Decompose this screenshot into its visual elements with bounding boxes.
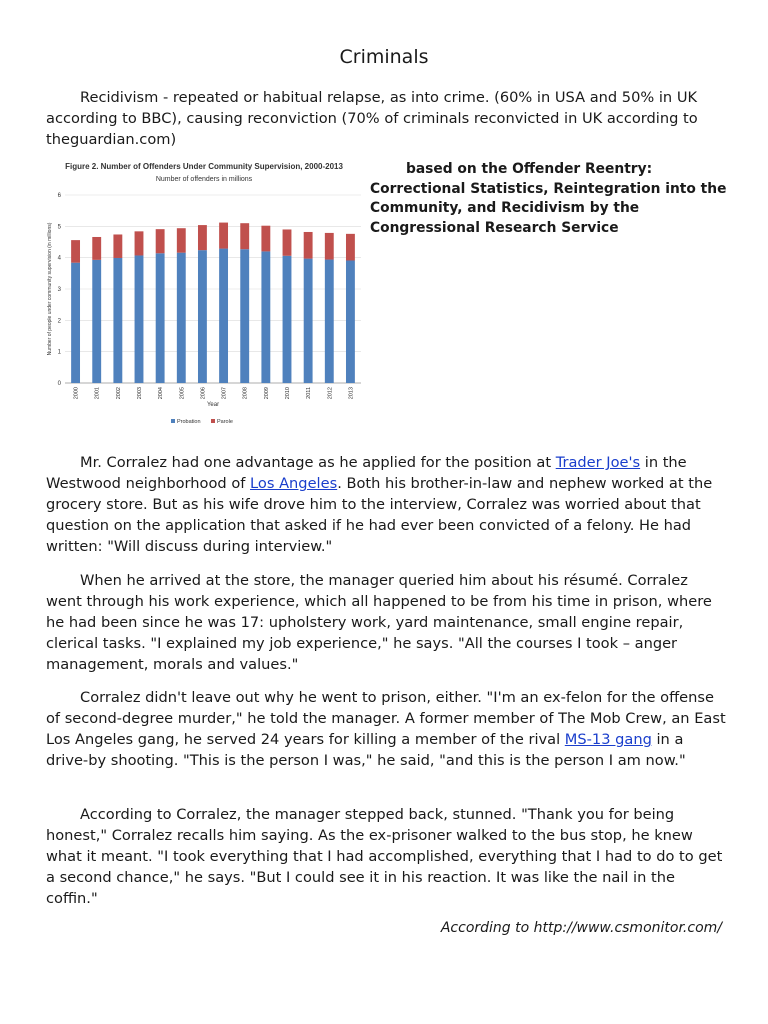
page-title: Criminals: [339, 46, 429, 68]
p1-text-b: in the Westwood neighborhood of: [46, 454, 687, 492]
legend-label-probation: Probation: [177, 419, 201, 425]
intro-text: Recidivism - repeated or habitual relapse, as into crime. (60% in USA and 50% in UK according to BBC), causing reconviction (70% of criminals reconvicted in UK according to theguardian.com): [46, 89, 698, 148]
x-tick-label: 2009: [263, 387, 270, 400]
trader-joes-link[interactable]: Trader Joe's: [555, 454, 641, 471]
y-tick-label: 4: [57, 255, 61, 262]
source-note-line1: based on the Offender Reentry:: [406, 161, 653, 177]
x-tick-label: 2006: [200, 387, 207, 400]
bar-probation-2000: [71, 263, 80, 383]
legend-swatch-parole: [211, 419, 215, 423]
source-citation: According to http://www.csmonitor.com/: [440, 920, 722, 936]
paragraph-1: [46, 452, 728, 557]
legend-label-parole: Parole: [217, 419, 233, 425]
los-angeles-link[interactable]: Los Angeles: [250, 475, 338, 492]
x-tick-label: 2000: [73, 387, 80, 400]
chart-y-axis-label: Number of people under community supervision (in millions): [47, 222, 53, 356]
x-tick-label: 2010: [285, 387, 291, 400]
y-tick-label: 2: [57, 318, 61, 325]
bar-probation-2006: [198, 250, 207, 383]
bar-probation-2013: [346, 260, 355, 383]
bar-probation-2009: [261, 251, 270, 383]
bar-parole-2003: [135, 231, 144, 255]
bar-probation-2010: [283, 256, 292, 383]
bar-parole-2008: [240, 223, 249, 249]
bar-parole-2013: [346, 234, 355, 261]
bar-probation-2002: [113, 258, 122, 383]
paragraph-2: [46, 570, 728, 675]
paragraph-3: [46, 687, 728, 771]
chart-svg: [43, 157, 365, 432]
bar-parole-2009: [261, 226, 270, 252]
x-tick-label: 2007: [221, 387, 228, 400]
bar-parole-2002: [113, 234, 122, 258]
bar-parole-2012: [325, 233, 334, 260]
bar-parole-2000: [71, 240, 80, 263]
bar-probation-2001: [92, 260, 101, 383]
bar-parole-2010: [283, 229, 292, 255]
bar-probation-2005: [177, 253, 186, 383]
chart-source-note: [370, 160, 730, 238]
y-tick-label: 1: [57, 349, 61, 356]
legend-swatch-probation: [171, 419, 175, 423]
bar-probation-2012: [325, 260, 334, 383]
offenders-chart: [43, 157, 365, 432]
x-tick-label: 2005: [179, 387, 186, 400]
bar-parole-2007: [219, 223, 228, 249]
bar-parole-2006: [198, 225, 207, 250]
p1-text-a: Mr. Corralez had one advantage as he applied for the position at: [80, 454, 556, 471]
x-tick-label: 2013: [348, 387, 355, 400]
x-tick-label: 2004: [158, 387, 165, 400]
x-tick-label: 2001: [94, 387, 101, 400]
paragraph-4: [46, 804, 728, 909]
x-tick-label: 2002: [115, 387, 122, 400]
chart-title: Figure 2. Number of Offenders Under Community Supervision, 2000-2013: [65, 162, 343, 171]
intro-paragraph: [46, 87, 728, 150]
bar-parole-2001: [92, 237, 101, 260]
x-tick-label: 2012: [327, 387, 334, 400]
p4-text: According to Corralez, the manager stepped back, stunned. "Thank you for being honest," Corralez recalls him saying. As the ex-prisoner walked to the bus stop, he knew what it meant. "I took everything that I had accomplished, everything that I had to do to get a second chance," he says. "But I could see it in his reaction. It was like the nail in the coffin.": [46, 806, 723, 907]
p3-text-a: Corralez didn't leave out why he went to prison, either. "I'm an ex-felon for the offense of second-degree murder," he told the manager. A former member of The Mob Crew, an East Los Angeles gang, he served 24 years for killing a member of the rival: [46, 689, 726, 748]
source-note-rest: Correctional Statistics, Reintegration into the Community, and Recidivism by the Congressional Research Service: [370, 180, 727, 236]
ms13-gang-link[interactable]: MS-13 gang: [564, 731, 652, 748]
bar-probation-2007: [219, 249, 228, 383]
bar-parole-2011: [304, 232, 313, 259]
x-tick-label: 2008: [242, 387, 249, 400]
x-tick-label: 2003: [137, 387, 143, 400]
y-tick-label: 6: [57, 193, 61, 199]
p1-text-c: . Both his brother-in-law and nephew worked at the grocery store. But as his wife drove him to the interview, Corralez was worried about that question on the application that asked if he had ever been convicted of a felony. He had written: "Will discuss during interview.": [46, 475, 713, 555]
chart-subtitle: Number of offenders in millions: [155, 176, 253, 183]
bar-probation-2004: [156, 253, 165, 383]
x-tick-label: 2011: [306, 387, 313, 399]
p3-text-b: in a drive-by shooting. "This is the person I was," he said, "and this is the person I am now.": [46, 731, 686, 769]
bar-probation-2003: [135, 255, 144, 383]
chart-x-axis-label: Year: [206, 402, 220, 408]
bar-parole-2005: [177, 228, 186, 252]
bar-probation-2008: [240, 249, 249, 383]
bar-parole-2004: [156, 229, 165, 253]
y-tick-label: 3: [57, 287, 61, 293]
bar-probation-2011: [304, 259, 313, 383]
y-tick-label: 0: [57, 381, 61, 387]
y-tick-label: 5: [57, 224, 61, 231]
p2-text: When he arrived at the store, the manager queried him about his résumé. Corralez went through his work experience, which all happened to be from his time in prison, where he had been since he was 17: upholstery work, yard maintenance, small engine repair, clerical tasks. "I explained my job experience," he says. "All the courses I took – anger management, morals and values.": [46, 572, 712, 673]
